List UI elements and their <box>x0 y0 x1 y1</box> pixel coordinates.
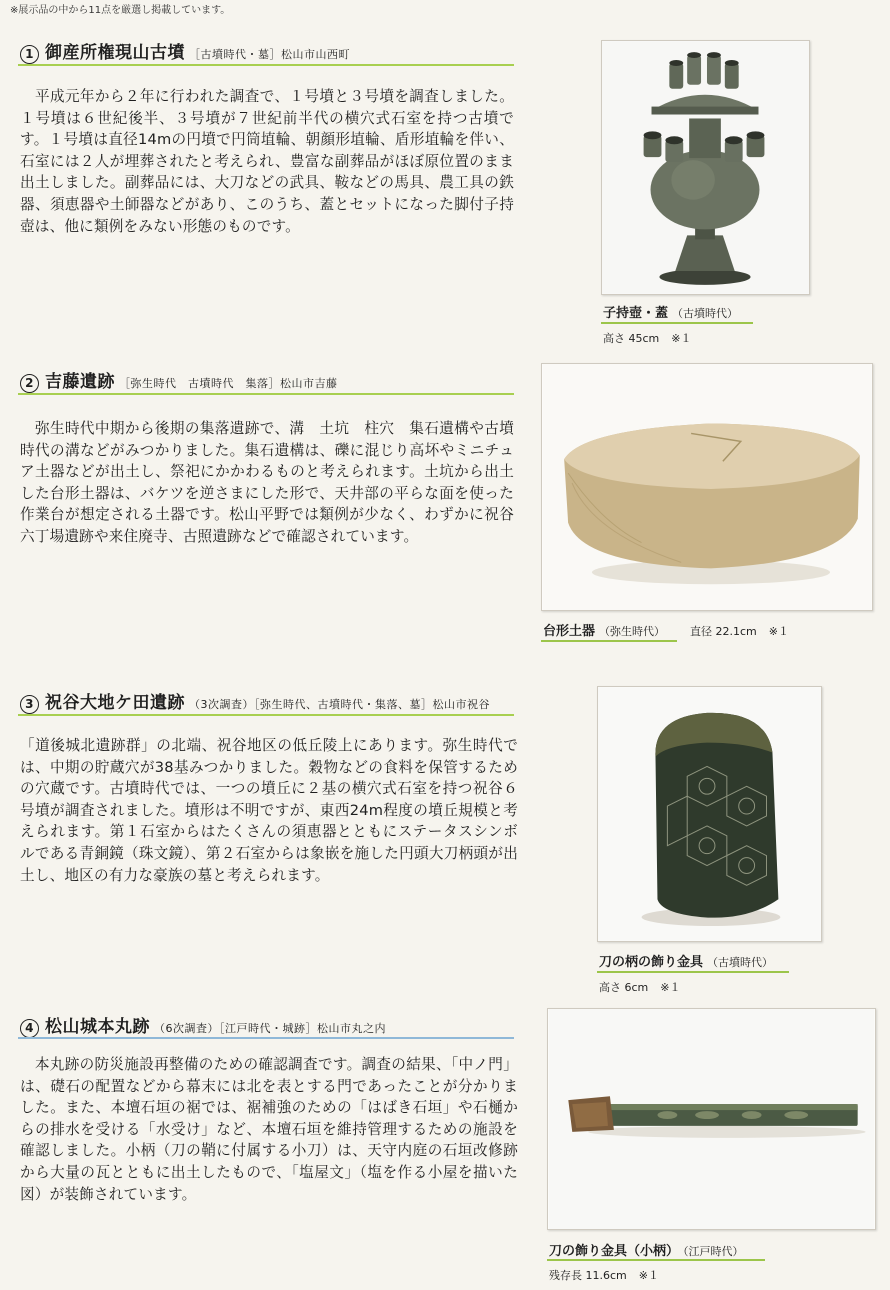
dims-trapezoid-vessel <box>690 623 789 639</box>
section-rule <box>18 393 514 395</box>
caption-rule <box>601 322 753 324</box>
dimension-value: 直径 22.1cm <box>690 625 757 638</box>
section-meta: ［古墳時代・墓］松山市山西町 <box>189 48 350 61</box>
pot-with-lid-image <box>602 41 809 294</box>
kozuka-knife-image <box>548 1009 875 1229</box>
dimension-value: 高さ 45cm <box>603 332 660 345</box>
photo-pot-with-lid <box>601 40 810 295</box>
photo-hilt-ornament <box>597 686 822 942</box>
section-1-body: 平成元年から２年に行われた調査で、１号墳と３号墳を調査しました。１号墳は６世紀後半、３号墳が７世紀前半代の横穴式石室を持つ古墳です。１号墳は直径14mの円墳で円筒埴輪、朝顔形埴輪、盾形埴輪を伴い、石室には２人が埋葬されたと考えられ、豊富な副葬品がほぼ原位置のまま出土しました。副葬品には、大刀などの武具、鞍などの馬具、農工具の鉄器、須恵器や土師器などがあり、このうち、蓋とセットになった脚付子持壺は、他に類例をみない形態のものです。 <box>20 88 514 235</box>
section-number: 2 <box>20 374 39 393</box>
caption-title: 刀の柄の飾り金具 <box>599 955 704 970</box>
top-note: ※展示品の中から11点を厳選し掲載しています。 <box>10 5 231 16</box>
section-rule <box>18 714 514 716</box>
section-3-heading <box>20 688 490 714</box>
caption-kozuka-knife <box>549 1240 744 1259</box>
section-1-heading <box>20 38 350 64</box>
hilt-ornament-image <box>598 687 821 941</box>
section-title: 吉藤遺跡 <box>45 372 115 392</box>
section-number: 3 <box>20 695 39 714</box>
caption-period: （古墳時代） <box>672 307 739 320</box>
section-title: 御産所権現山古墳 <box>45 43 185 63</box>
photo-kozuka-knife <box>547 1008 876 1230</box>
photo-trapezoid-vessel <box>541 363 873 611</box>
dims-kozuka-knife <box>549 1267 659 1283</box>
dimension-value: 高さ 6cm <box>599 981 649 994</box>
section-rule <box>18 64 514 66</box>
caption-period: （弥生時代） <box>599 625 666 638</box>
section-rule <box>18 1037 514 1039</box>
section-4-heading <box>20 1012 386 1038</box>
section-number: 4 <box>20 1019 39 1038</box>
dims-pot-with-lid <box>603 330 691 346</box>
dimension-value: 残存長 11.6cm <box>549 1269 627 1282</box>
section-meta: ［弥生時代 古墳時代 集落］松山市吉藤 <box>119 377 338 390</box>
section-number: 1 <box>20 45 39 64</box>
section-4-body: 本丸跡の防災施設再整備のための確認調査です。調査の結果、「中ノ門」は、礎石の配置などから幕末には北を表とする門であったことが分かりました。また、本壇石垣の裾では、裾補強のための「はばき石垣」や石樋からの排水を受ける「水受け」など、本壇石垣を維持管理するための施設を確認しました。小柄（刀の鞘に付属する小刀）は、天守内庭の石垣改修跡から大量の瓦とともに出土したもので、「塩屋文」（塩を作る小屋を描いた図）が装飾されています。 <box>20 1056 518 1203</box>
dims-hilt-ornament <box>599 979 680 995</box>
footnote-mark: ※１ <box>638 1269 659 1282</box>
section-title: 松山城本丸跡 <box>45 1017 150 1037</box>
section-meta: （3次調査）［弥生時代、古墳時代・集落、墓］松山市祝谷 <box>189 698 490 711</box>
caption-title: 刀の飾り金具（小柄） <box>549 1244 680 1259</box>
caption-period: （江戸時代） <box>683 1245 744 1258</box>
section-title: 祝谷大地ケ田遺跡 <box>45 693 185 713</box>
caption-title: 子持壺・蓋 <box>603 306 669 321</box>
section-2-body: 弥生時代中期から後期の集落遺跡で、溝 土坑 柱穴 集石遺構や古墳時代の溝などがみつかりました。集石遺構は、礫に混じり高坏やミニチュア土器などが出土し、祭祀にかかわるものと考えられます。土坑から出土した台形土器は、バケツを逆さまにした形で、天井部の平らな面を使った作業台が想定される土器です。松山平野では類例が少なく、わずかに祝谷六丁場遺跡や来住廃寺、古照遺跡などで確認されています。 <box>20 420 514 545</box>
section-2-heading <box>20 367 338 393</box>
caption-pot-with-lid <box>603 302 738 321</box>
caption-rule <box>541 640 677 642</box>
section-meta: （6次調査）［江戸時代・城跡］松山市丸之内 <box>154 1022 386 1035</box>
footnote-mark: ※１ <box>768 625 789 638</box>
footnote-mark: ※１ <box>671 332 692 345</box>
caption-trapezoid-vessel <box>543 620 665 639</box>
footnote-mark: ※１ <box>660 981 681 994</box>
trapezoid-vessel-image <box>542 364 872 610</box>
section-3-body: 「道後城北遺跡群」の北端、祝谷地区の低丘陵上にあります。弥生時代では、中期の貯蔵穴が38基みつかりました。穀物などの食料を保管するための穴蔵です。古墳時代では、一つの墳丘に２基の横穴式石室を持つ祝谷６号墳が調査されました。墳形は不明ですが、東西24m程度の墳丘規模と考えられます。第１石室からはたくさんの須恵器とともにステータスシンボルである青銅鏡（珠文鏡）、第２石室からは象嵌を施した円頭大刀柄頭が出土し、地区の有力な豪族の墓と考えられます。 <box>20 737 518 884</box>
caption-period: （古墳時代） <box>707 956 774 969</box>
caption-rule <box>547 1259 765 1261</box>
caption-title: 台形土器 <box>543 624 596 639</box>
caption-rule <box>597 971 789 973</box>
caption-hilt-ornament <box>599 951 773 970</box>
